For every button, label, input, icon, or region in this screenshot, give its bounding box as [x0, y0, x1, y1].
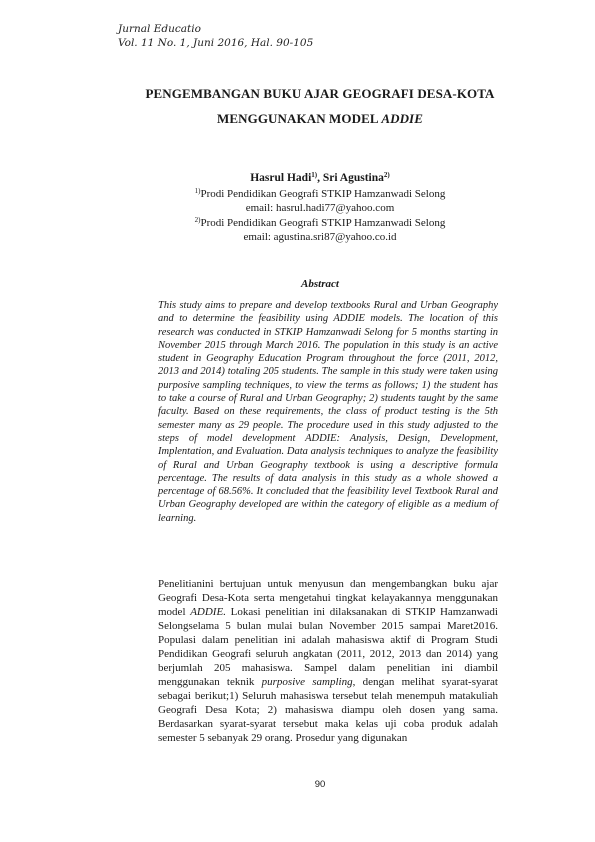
journal-name: Jurnal Educatio — [118, 23, 201, 35]
author-separator: , — [317, 172, 323, 184]
affiliation-1-email: email: hasrul.hadi77@yahoo.com — [245, 202, 395, 214]
affiliation-2 — [100, 216, 540, 244]
paper-title-line-1: PENGEMBANGAN BUKU AJAR GEOGRAFI DESA-KOTA — [145, 86, 495, 101]
abstract-section — [158, 299, 498, 525]
affiliation-2-institution: Prodi Pendidikan Geografi STKIP Hamzanwadi Selong — [200, 217, 446, 229]
affiliation-1 — [100, 187, 540, 215]
body-italic-2: purposive sampling — [261, 676, 353, 688]
affiliation-2-sup: 2) — [194, 216, 201, 224]
body-part-3: , dengan melihat syarat-syarat sebagai berikut;1) Seluruh mahasiswa tersebut telah menempuh matakuliah Geografi Desa Kota; 2) mahasiswa diampu oleh dosen yang sama. Berdasarkan syarat-syarat tersebut maka kelas uji coba produk adalah semester 5 sebanyak 29 orang. Prosedur yang digunakan — [158, 676, 498, 744]
title-prefix: MENGGUNAKAN MODEL — [217, 111, 382, 126]
paper-title-line-2 — [100, 111, 540, 127]
body-text — [158, 577, 498, 745]
abstract-heading: Abstract — [301, 278, 339, 290]
author-2-sup: 2) — [383, 171, 390, 179]
author-2: Sri Agustina — [322, 172, 384, 184]
page-number: 90 — [314, 779, 326, 790]
journal-issue: Vol. 11 No. 1, Juni 2016, Hal. 90-105 — [118, 37, 314, 49]
body-part-1: Penelitianini bertujuan untuk menyusun dan mengembangkan buku ajar Geografi Desa-Kota serta mengetahui tingkat kelayakannya menggunakan model — [158, 578, 498, 618]
author-1-sup: 1) — [311, 171, 318, 179]
body-part-2: Lokasi penelitian ini dilaksanakan di STKIP Hamzanwadi Selongselama 5 bulan mulai bulan November 2015 sampai Maret2016. Populasi dalam penelitian ini adalah mahasiswa aktif di Program Studi Pendidikan Geografi seluruh angkatan (2011, 2012, 2013 dan 2014) yang berjumlah 205 mahasiswa. Sampel dalam penelitian ini diambil menggunakan teknik — [158, 606, 498, 688]
author-1: Hasrul Hadi — [250, 172, 312, 184]
body-italic-1: ADDIE. — [190, 606, 226, 618]
body-paragraph — [158, 577, 498, 745]
journal-header — [118, 22, 313, 50]
affiliation-2-email: email: agustina.sri87@yahoo.co.id — [243, 231, 397, 243]
abstract-text: This study aims to prepare and develop textbooks Rural and Urban Geography and to determine the feasibility using ADDIE models. The location of this research was conducted in STKIP Hamzanwadi Selong for 5 months starting in November 2015 through March 2016. The population in this study is an active student in Geography Education Program throughout the force (2011, 2012, 2013 and 2014) totaling 205 students. The sample in this study were taken using purposive sampling techniques, to view the terms as follows; 1) the student has to take a course of Rural and Urban Geography; 2) students taught by the same faculty. Based on these requirements, the class of product testing is the 5th semester many as 29 people. The procedure used in this study adjusted to the steps of model development ADDIE: Analysis, Design, Development, Implentation, and Evaluation. Data analysis techniques to analyze the feasibility of Rural and Urban Geography textbook is using a descriptive formula percentage. The results of data analysis in this study as a whole showed a percentage of 68.56%. It concluded that the feasibility level Textbook Rural and Urban Geography developed are within the category of eligible as a medium of learning. — [158, 300, 498, 524]
author-list — [100, 172, 540, 184]
affiliation-1-institution: Prodi Pendidikan Geografi STKIP Hamzanwadi Selong — [200, 188, 446, 200]
title-italic: ADDIE — [381, 111, 423, 126]
affiliation-1-sup: 1) — [194, 187, 201, 195]
